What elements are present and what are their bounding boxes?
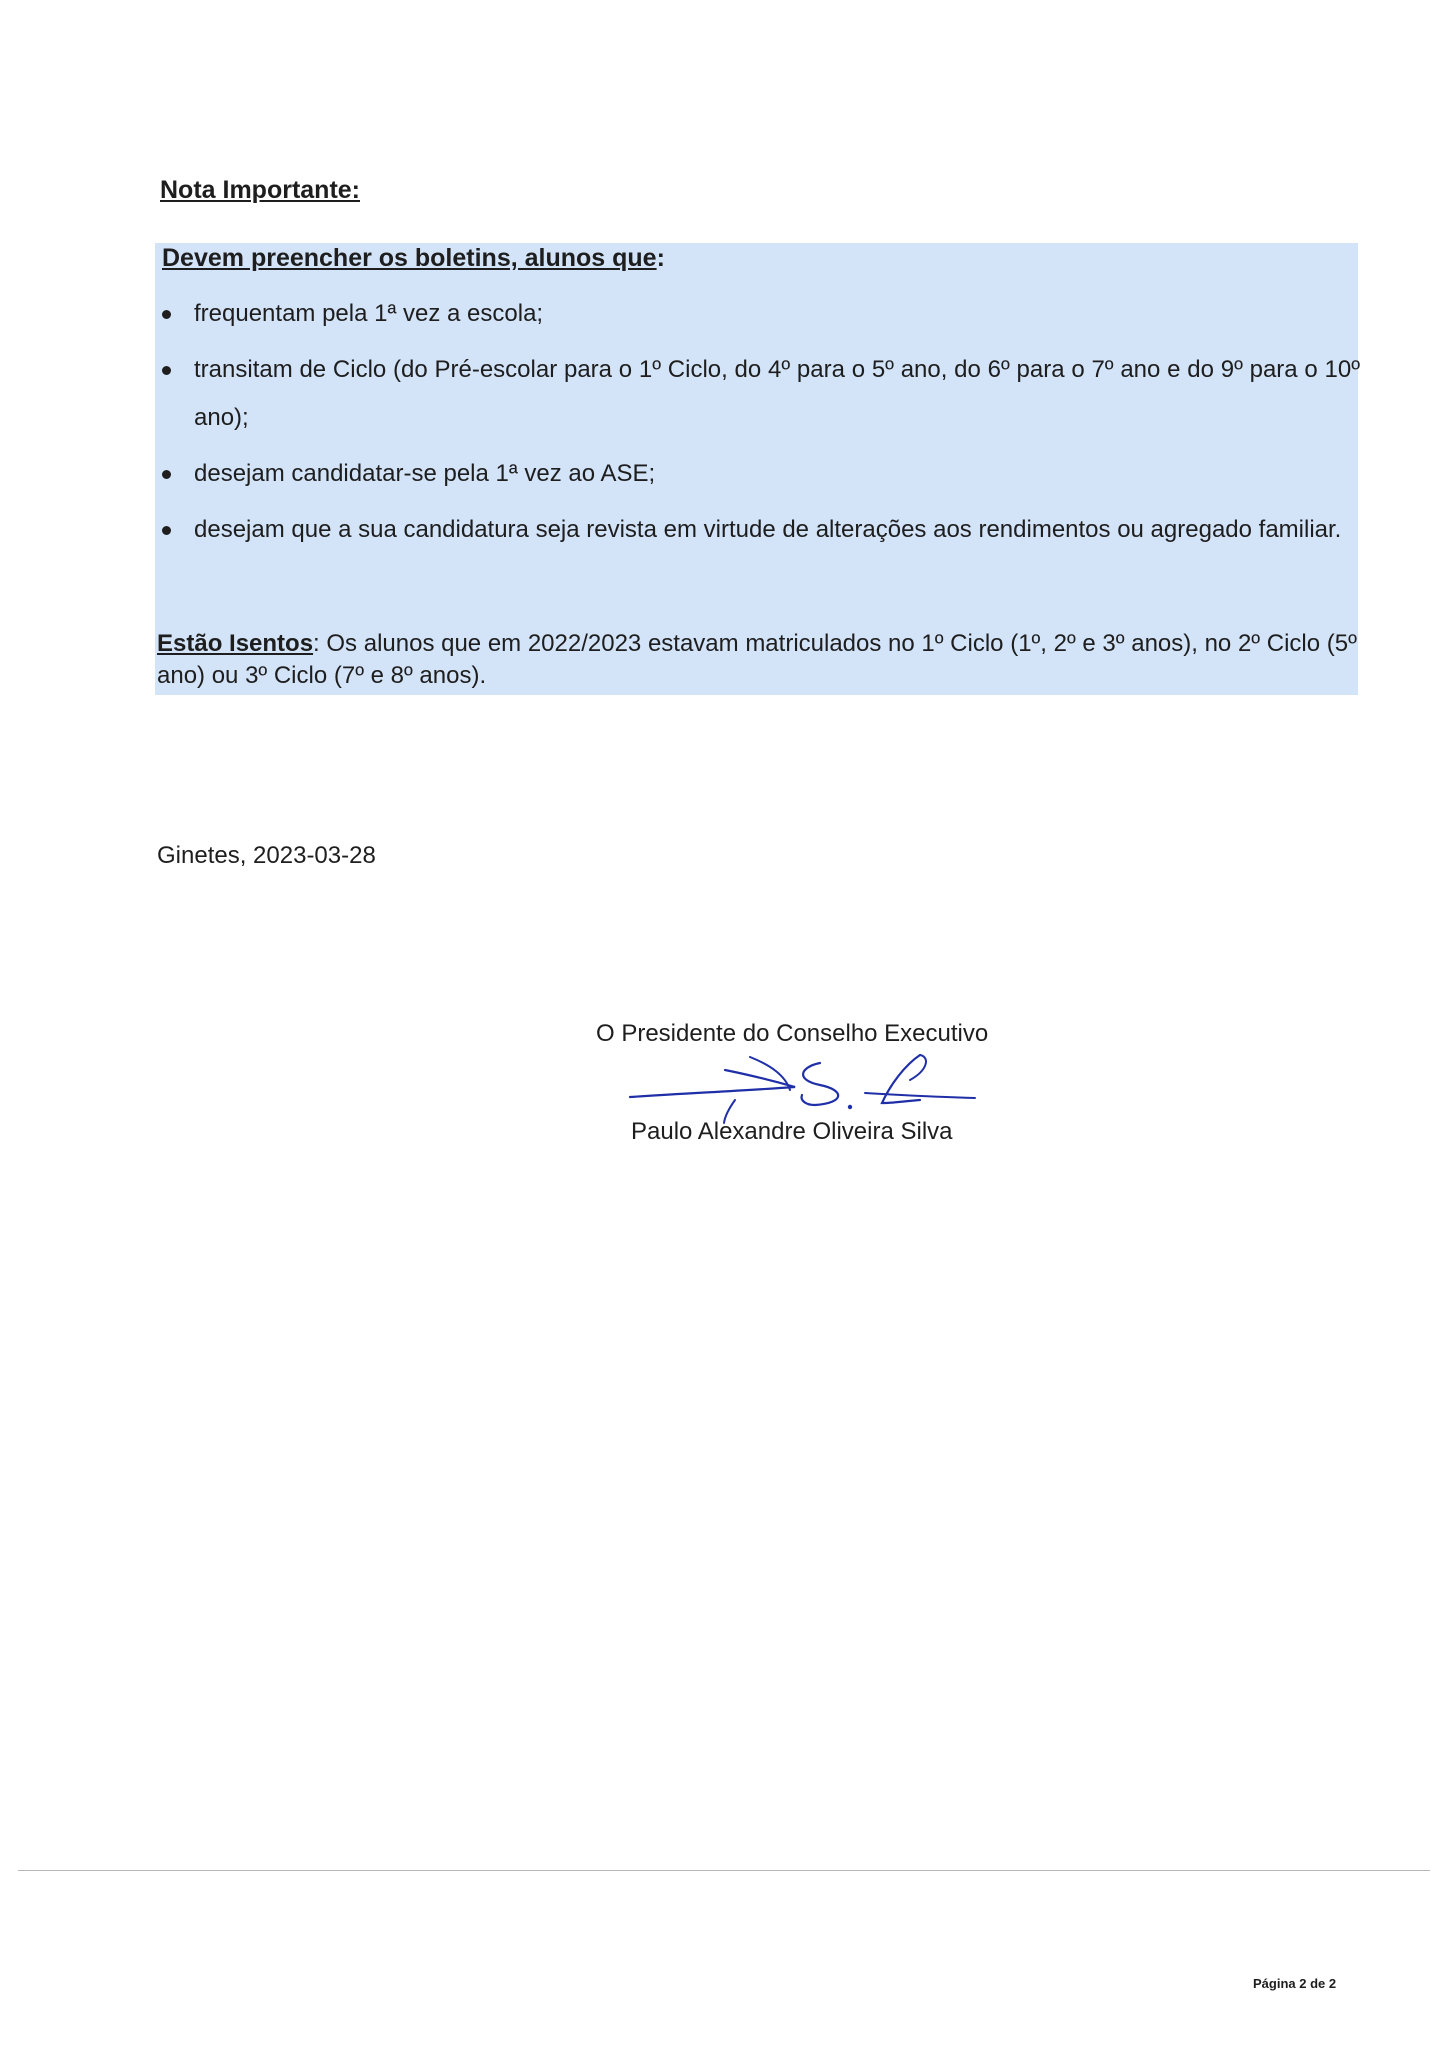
list-item — [160, 346, 1360, 442]
exempt-text: : Os alunos que em 2022/2023 estavam matriculados no 1º Ciclo (1º, 2º e 3º anos), no 2º Ciclo (5º ano) ou 3º Ciclo (7º e 8º anos). — [157, 630, 1357, 689]
fill-in-list — [160, 290, 1360, 562]
list-item — [160, 290, 1360, 338]
list-item-text: desejam que a sua candidatura seja revista em virtude de alterações aos rendimentos ou agregado familiar. — [194, 516, 1342, 543]
place-date: Ginetes, 2023-03-28 — [157, 842, 376, 869]
exempt-paragraph — [157, 628, 1357, 692]
signature-image — [620, 1045, 980, 1125]
fill-in-heading — [162, 244, 665, 273]
footer-divider — [18, 1870, 1430, 1871]
fill-in-heading-colon: : — [656, 244, 665, 272]
signer-title: O Presidente do Conselho Executivo — [596, 1020, 989, 1047]
list-item-text: frequentam pela 1ª vez a escola; — [194, 300, 544, 327]
list-item-text: transitam de Ciclo (do Pré-escolar para o 1º Ciclo, do 4º para o 5º ano, do 6º para o 7º ano e do 9º para o 10º ano); — [194, 356, 1360, 431]
list-item — [160, 450, 1360, 498]
bullet-icon — [162, 526, 171, 535]
fill-in-heading-text: Devem preencher os boletins, alunos que — [162, 244, 657, 272]
page-number: Página 2 de 2 — [1253, 1976, 1337, 1991]
list-item — [160, 506, 1360, 554]
list-item-text: desejam candidatar-se pela 1ª vez ao ASE; — [194, 460, 656, 487]
note-heading: Nota Importante: — [160, 176, 360, 204]
bullet-icon — [162, 366, 171, 375]
exempt-label: Estão Isentos — [157, 630, 314, 657]
bullet-icon — [162, 470, 171, 479]
bullet-icon — [162, 310, 171, 319]
signer-name: Paulo Alexandre Oliveira Silva — [631, 1118, 953, 1145]
